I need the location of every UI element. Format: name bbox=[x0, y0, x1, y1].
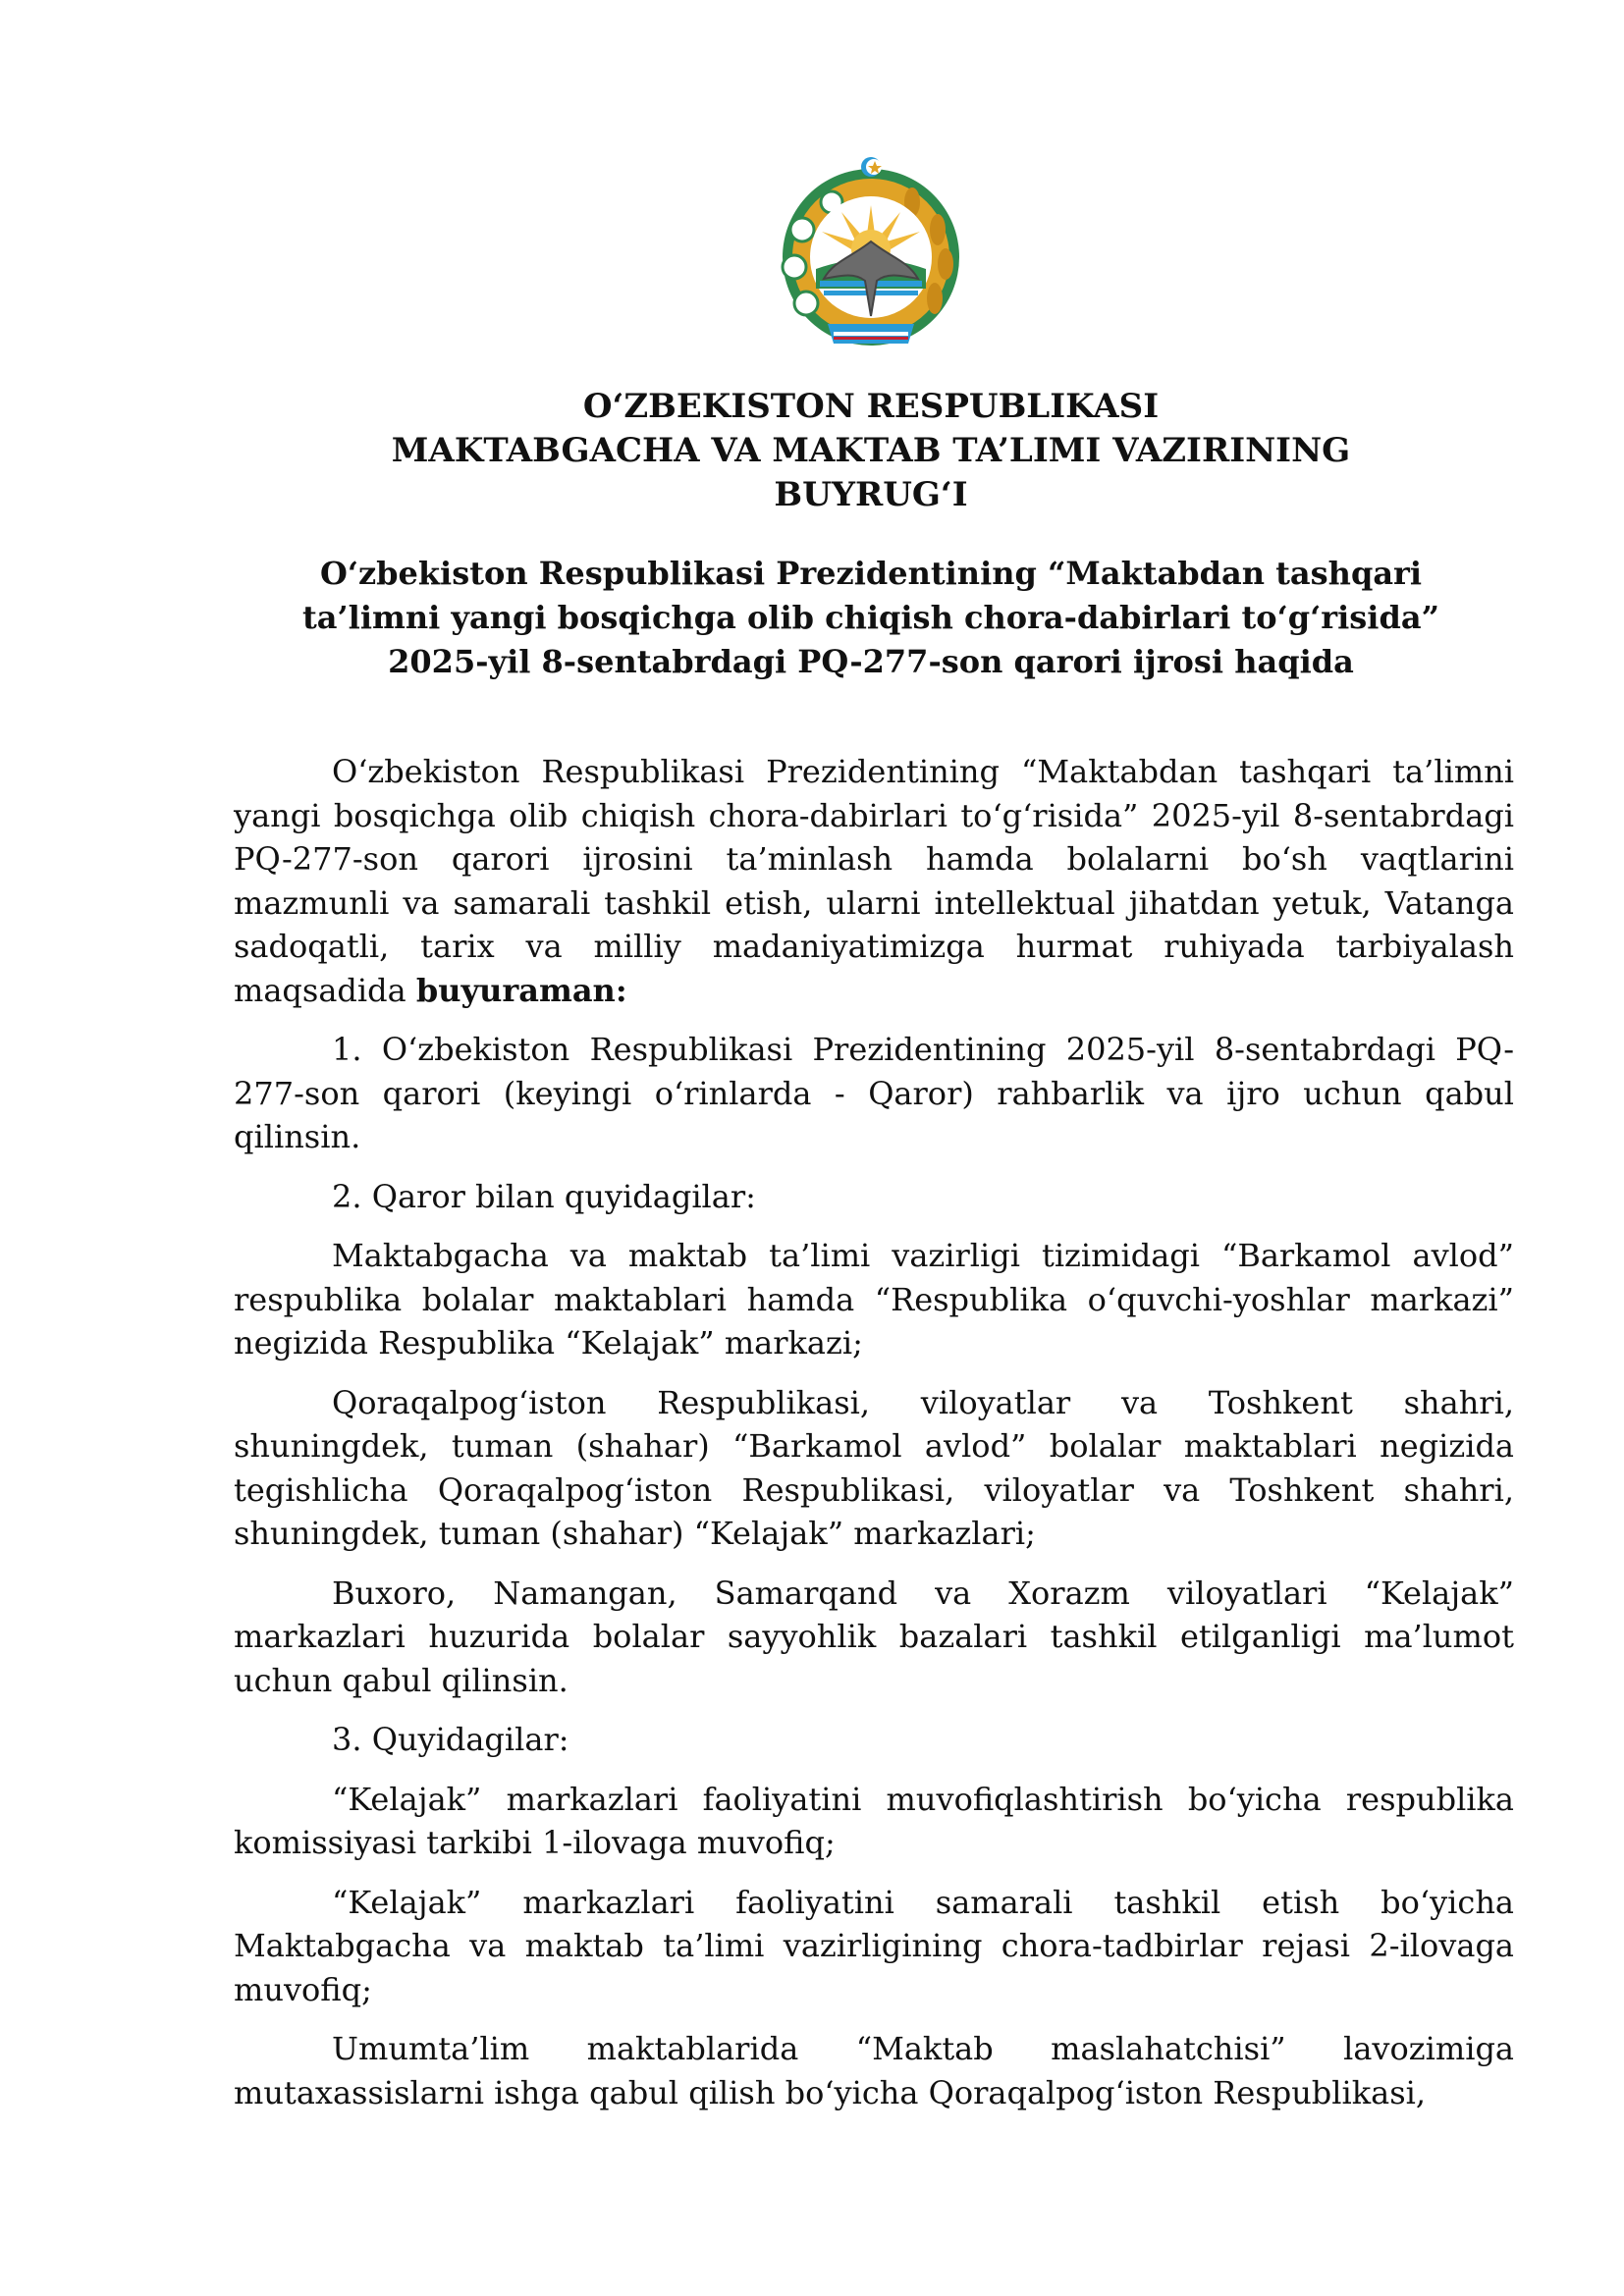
paragraph-2a: Maktabgacha va maktab ta’limi vazirligi tizimidagi “Barkamol avlod” respublika bolalar maktablari hamda “Respublika o‘quvchi-yoshlar markazi” negizida Respublika “Kelajak” markazi; bbox=[234, 1237, 1514, 1362]
header-line-1: O‘ZBEKISTON RESPUBLIKASI bbox=[582, 387, 1160, 426]
subject-line-3: 2025-yil 8-sentabrdagi PQ-277-son qarori ijrosi haqida bbox=[388, 643, 1354, 680]
state-emblem-icon bbox=[773, 151, 969, 357]
paragraph-1: 1. O‘zbekiston Respublikasi Prezidentining 2025-yil 8-sentabrdagi PQ-277-son qarori (keyingi o‘rinlarda - Qaror) rahbarlik va ijro uchun qabul qilinsin. bbox=[234, 1031, 1514, 1155]
paragraph-2c: Buxoro, Namangan, Samarqand va Xorazm viloyatlari “Kelajak” markazlari huzurida bolalar sayyohlik bazalari tashkil etilganligi ma’lumot uchun qabul qilinsin. bbox=[234, 1574, 1514, 1699]
preamble-text: O‘zbekiston Respublikasi Prezidentining “Maktabdan tashqari ta’limni yangi bosqichga olib chiqish chora-dabirlari to‘g‘risida” 2025-yil 8-sentabrdagi PQ-277-son qarori ijrosini ta’minlash hamda bolalarni bo‘sh vaqtlarini mazmunli va samarali tashkil etish, ularni intellektual jihatdan yetuk, Vatanga sadoqatli, tarix va milliy madaniyatimizga hurmat ruhiyada tarbiyalash maqsadida bbox=[234, 753, 1514, 1009]
preamble-bold-word: buyuraman: bbox=[415, 971, 627, 1009]
paragraph-3b: “Kelajak” markazlari faoliyatini samarali tashkil etish bo‘yicha Maktabgacha va maktab ta’limi vazirligining chora-tadbirlar rejasi 2-ilovaga muvofiq; bbox=[234, 1883, 1514, 2008]
paragraph-2b: Qoraqalpog‘iston Respublikasi, viloyatlar va Toshkent shahri, shuningdek, tuman (shahar) “Barkamol avlod” bolalar maktablari negizida tegishlicha Qoraqalpog‘iston Respublikasi, viloyatlar va Toshkent shahri, shuningdek, tuman (shahar) “Kelajak” markazlari; bbox=[234, 1383, 1514, 1552]
paragraph-3c: Umumta’lim maktablarida “Maktab maslahatchisi” lavozimiga mutaxassislarni ishga qabul qilish bo‘yicha Qoraqalpog‘iston Respublikasi, bbox=[234, 2030, 1514, 2111]
preamble-paragraph bbox=[234, 750, 1514, 1012]
subject-line-1: O‘zbekiston Respublikasi Prezidentining “Maktabdan tashqari bbox=[319, 555, 1423, 592]
header-line-2: MAKTABGACHA VA MAKTAB TA’LIMI VAZIRINING bbox=[391, 431, 1351, 470]
subject-line-2: ta’limni yangi bosqichga olib chiqish chora-dabirlari to‘g‘risida” bbox=[302, 599, 1439, 636]
document-subject bbox=[196, 552, 1545, 684]
paragraph-3: 3. Quyidagilar: bbox=[332, 1721, 569, 1758]
header-line-3: BUYRUG‘I bbox=[774, 475, 968, 514]
document-header bbox=[196, 385, 1545, 517]
paragraph-2: 2. Qaror bilan quyidagilar: bbox=[332, 1177, 756, 1215]
paragraph-3a: “Kelajak” markazlari faoliyatini muvofiqlashtirish bo‘yicha respublika komissiyasi tarkibi 1-ilovaga muvofiq; bbox=[234, 1780, 1514, 1861]
document-body bbox=[234, 750, 1514, 2130]
